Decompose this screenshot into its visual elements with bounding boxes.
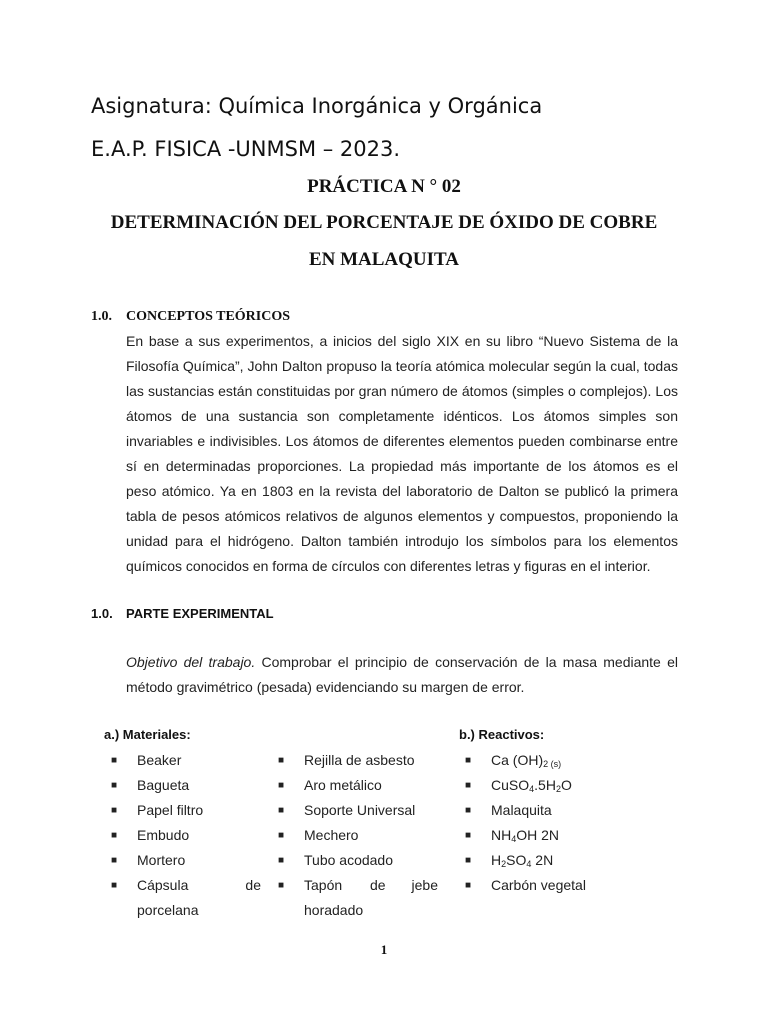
bullet-icon: ■ <box>278 805 285 816</box>
reagent-item: Malaquita <box>491 802 552 818</box>
subject-header: Asignatura: Química Inorgánica y Orgánica <box>91 94 543 118</box>
list-item-continuation <box>111 898 261 923</box>
bullet-icon: ■ <box>465 805 472 816</box>
reagent-item: $H_2SO_4$ 2N <box>491 852 554 869</box>
bullet-icon: ■ <box>111 830 118 841</box>
section1-title: CONCEPTOS TEÓRICOS <box>126 309 291 324</box>
school-header: E.A.P. FISICA -UNMSM – 2023. <box>91 137 401 161</box>
material-item: Aro metálico <box>304 777 382 793</box>
bullet-icon: ■ <box>278 855 285 866</box>
reagents-list <box>465 748 625 898</box>
bullet-icon: ■ <box>465 755 472 766</box>
reagent-item: $NH_4OH$ 2N <box>491 827 560 844</box>
reagent-item: $CuSO_4.5H_2O$ <box>491 777 572 794</box>
list-item <box>465 823 625 848</box>
bullet-icon: ■ <box>111 780 118 791</box>
material-item-word: jebe <box>411 877 438 893</box>
list-item <box>111 823 261 848</box>
list-item <box>111 798 261 823</box>
list-item <box>111 748 261 773</box>
list-item <box>465 798 625 823</box>
objective-text: Comprobar el principio de conservación de la masa mediante el método gravimétrico (pesada) evidenciando su margen de error. <box>126 654 678 695</box>
bullet-icon: ■ <box>278 755 285 766</box>
material-item: Mortero <box>137 852 186 868</box>
list-item <box>278 848 438 873</box>
bullet-icon: ■ <box>111 855 118 866</box>
practice-number: PRÁCTICA N ° 02 <box>307 176 461 197</box>
list-item <box>111 773 261 798</box>
section1-number: 1.0. <box>91 309 112 324</box>
section2-number: 1.0. <box>91 606 113 621</box>
practice-title-line1: DETERMINACIÓN DEL PORCENTAJE DE ÓXIDO DE COBRE <box>110 212 658 233</box>
materials-label: a.) Materiales: <box>104 727 191 742</box>
list-item <box>111 848 261 873</box>
bullet-icon: ■ <box>278 830 285 841</box>
list-item <box>465 873 625 898</box>
bullet-icon: ■ <box>278 880 285 891</box>
material-item: Papel filtro <box>137 802 204 818</box>
materials-list-col2 <box>278 748 438 923</box>
material-item: Tapón <box>304 877 343 893</box>
material-item: Tubo acodado <box>304 852 393 868</box>
section1-paragraph: En base a sus experimentos, a inicios del siglo XIX en su libro “Nuevo Sistema de la Filosofía Química”, John Dalton propuso la teoría atómica molecular según la cual, todas las sustancias están constituidas por gran número de átomos (simples o complejos). Los átomos de una sustancia son completamente idénticos. Los átomos simples son invariables e indivisibles. Los átomos de diferentes elementos pueden combinarse entre sí en determinadas proporciones. La propiedad más importante de los átomos es el peso atómico. Ya en 1803 en la revista del laboratorio de Dalton se publicó la primera tabla de pesos atómicos relativos de algunos elementos y compuestos, proponiendo la unidad para el hidrógeno. Dalton también introdujo los símbolos para los elementos químicos conocidos en forma de círculos con diferentes letras y figuras en el interior. <box>126 333 678 574</box>
bullet-icon: ■ <box>465 880 472 891</box>
list-item <box>278 773 438 798</box>
material-item: Rejilla de asbesto <box>304 752 415 768</box>
list-item <box>278 873 438 898</box>
material-item-continued: porcelana <box>137 902 199 918</box>
page-number: 1 <box>380 942 388 957</box>
material-item: Soporte Universal <box>304 802 416 818</box>
reagent-item: Carbón vegetal <box>491 877 586 893</box>
material-item-word: de <box>370 877 386 893</box>
material-item: Bagueta <box>137 777 190 793</box>
material-item: Cápsula <box>137 877 189 893</box>
bullet-icon: ■ <box>465 830 472 841</box>
material-item-word: de <box>245 877 261 893</box>
bullet-icon: ■ <box>278 780 285 791</box>
objective-label: Objetivo del trabajo. <box>126 654 256 670</box>
bullet-icon: ■ <box>111 805 118 816</box>
list-item <box>465 748 625 773</box>
list-item <box>465 848 625 873</box>
list-item-continuation <box>278 898 438 923</box>
reagents-label: b.) Reactivos: <box>459 727 545 742</box>
material-item: Beaker <box>137 752 182 768</box>
section2-title: PARTE EXPERIMENTAL <box>126 606 274 621</box>
bullet-icon: ■ <box>111 880 118 891</box>
reagent-item: Ca $(OH)_{2 (s)}$ <box>491 752 562 769</box>
bullet-icon: ■ <box>465 855 472 866</box>
list-item <box>278 798 438 823</box>
list-item <box>278 823 438 848</box>
objective-paragraph <box>126 650 678 700</box>
list-item <box>465 773 625 798</box>
materials-list-col1 <box>111 748 261 923</box>
practice-title-line2: EN MALAQUITA <box>308 249 460 270</box>
bullet-icon: ■ <box>111 755 118 766</box>
material-item: Mechero <box>304 827 359 843</box>
material-item-continued: horadado <box>304 902 364 918</box>
bullet-icon: ■ <box>465 780 472 791</box>
list-item <box>278 748 438 773</box>
material-item: Embudo <box>137 827 190 843</box>
list-item <box>111 873 261 898</box>
